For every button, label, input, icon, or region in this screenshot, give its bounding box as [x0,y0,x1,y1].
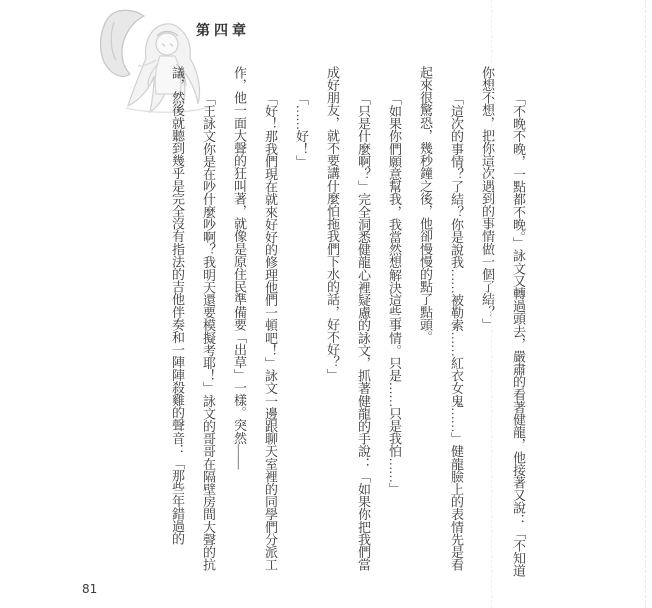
scan-fold-line [491,0,492,608]
paragraph-7: 「王詠文你是在吵什麼吵啊？我明天還要模擬考耶！」詠文的哥哥在隔壁房間大聲的抗議，然後就聽到幾乎是完全沒有指法的吉他伴奏和一陣陣殺雞的聲音：「那些年錯過的 [170,66,216,571]
paragraph-2: 「這次的事情？了結？你是說我……被勒索……紅衣女鬼……」健龍臉上的表情先是看起來很驚恐，幾秒鐘之後，他卻慢慢的點了點頭。 [418,66,464,571]
paragraph-1: 「不晚不晚，一點都不晚。」詠文又轉過頭去，嚴肅的看著健龍，他接著又說：「不知道你想不想，把你這次遇到的事情做一個了結？」 [480,66,526,577]
page-edge-line [645,0,646,608]
paragraph-4: 「只是什麼啊？」完全洞悉健龍心裡疑慮的詠文，抓著健龍的手說：「如果你把我們當成好朋友，就不要講什麼怕拖我們下水的話，好不好？」 [325,66,371,571]
paragraph-6: 「好！那我們現在就來好好的修理他們一頓吧！」詠文一邊跟聊天室裡的同學們分派工作，他一面大聲的狂叫著，就像是原住民準備要「出草」一樣。突然—— [232,66,278,571]
chapter-title: 第四章 [196,24,250,39]
body-text [162,66,534,578]
page-number: 81 [82,582,98,596]
paragraph-3: 「如果你們願意幫我，我當然想解決這些事情。只是……只是我怕……」 [387,92,402,496]
paragraph-5: 「……好！」 [294,92,309,168]
